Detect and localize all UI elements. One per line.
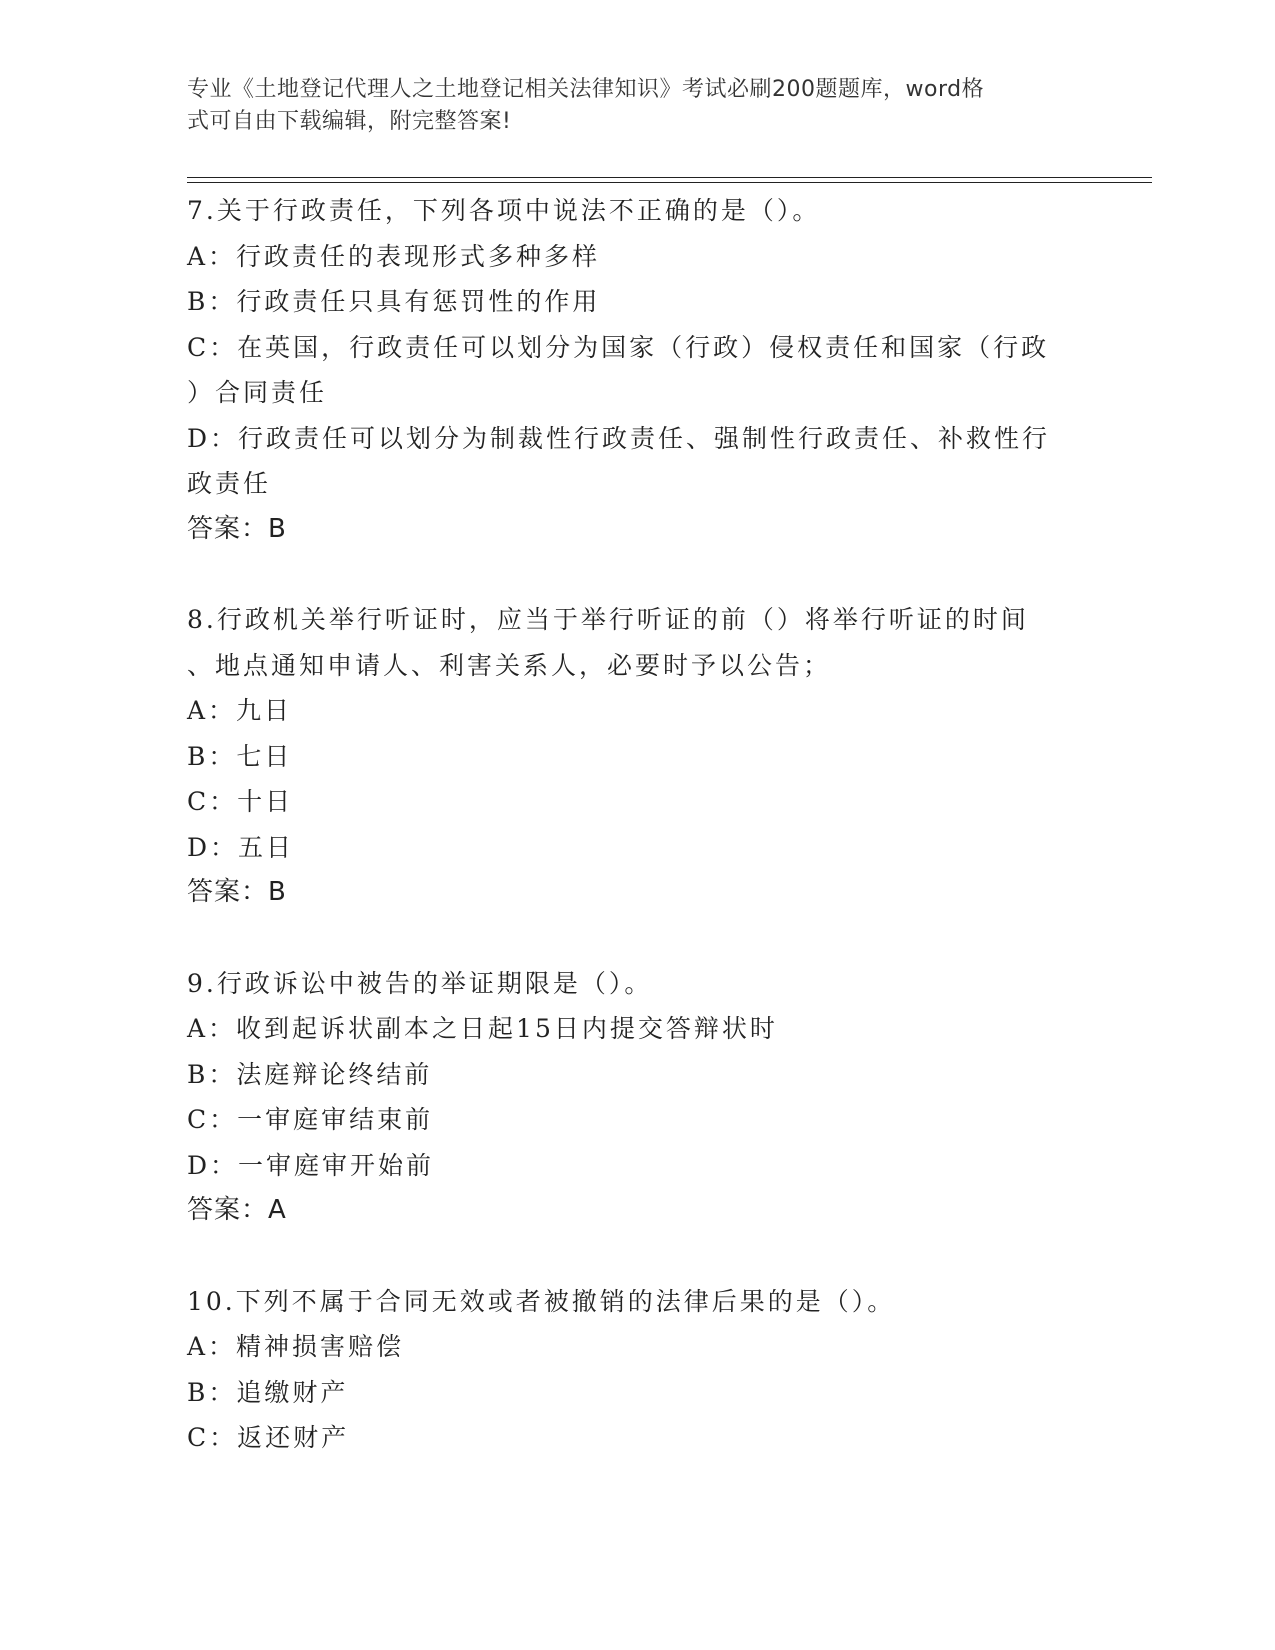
question-block (187, 188, 1087, 552)
answer-key: 答案：B (187, 513, 287, 544)
answer-option: B：法庭辩论终结前 (187, 1059, 433, 1089)
answer-option: C：返还财产 (187, 1423, 350, 1452)
answer-key: 答案：A (187, 1195, 287, 1225)
answer-key: 答案：B (187, 877, 287, 907)
question-block (187, 961, 1087, 1234)
answer-option: D：行政责任可以划分为制裁性行政责任、强制性行政责任、补救性行 (187, 423, 1051, 453)
header-line: 式可自由下载编辑，附完整答案! (187, 109, 512, 134)
answer-option: 政责任 (187, 469, 272, 498)
question-stem: 7.关于行政责任，下列各项中说法不正确的是（）。 (187, 196, 821, 225)
answer-option: A：行政责任的表现形式多种多样 (187, 241, 601, 271)
answer-option: ）合同责任 (187, 378, 328, 407)
question-stem: 8.行政机关举行听证时，应当于举行听证的前（）将举行听证的时间 (187, 605, 1029, 634)
question-stem: 、地点通知申请人、利害关系人，必要时予以公告； (187, 650, 832, 680)
header-line: 专业《土地登记代理人之土地登记相关法律知识》考试必刷200题题库，word格 (187, 77, 985, 102)
answer-option: A：收到起诉状副本之日起15日内提交答辩状时 (187, 1014, 778, 1043)
answer-option: D：五日 (187, 832, 295, 862)
answer-option: C：十日 (187, 787, 294, 816)
question-stem: 10.下列不属于合同无效或者被撤销的法律后果的是（）。 (187, 1286, 896, 1316)
answer-option: C：在英国，行政责任可以划分为国家（行政）侵权责任和国家（行政 (187, 332, 1050, 362)
answer-option: B：七日 (187, 741, 293, 771)
question-stem: 9.行政诉讼中被告的举证期限是（）。 (187, 968, 653, 998)
answer-option: A：精神损害赔偿 (187, 1332, 405, 1361)
answer-option: B：行政责任只具有惩罚性的作用 (187, 287, 601, 316)
answer-option: B：追缴财产 (187, 1377, 349, 1407)
document-header (187, 74, 1067, 138)
answer-option: D：一审庭审开始前 (187, 1150, 435, 1180)
question-list (187, 188, 1087, 1506)
question-block (187, 597, 1087, 916)
header-divider (187, 182, 1152, 183)
answer-option: A：九日 (187, 696, 293, 725)
answer-option: C：一审庭审结束前 (187, 1105, 434, 1134)
header-divider (187, 177, 1152, 178)
question-block (187, 1279, 1087, 1461)
